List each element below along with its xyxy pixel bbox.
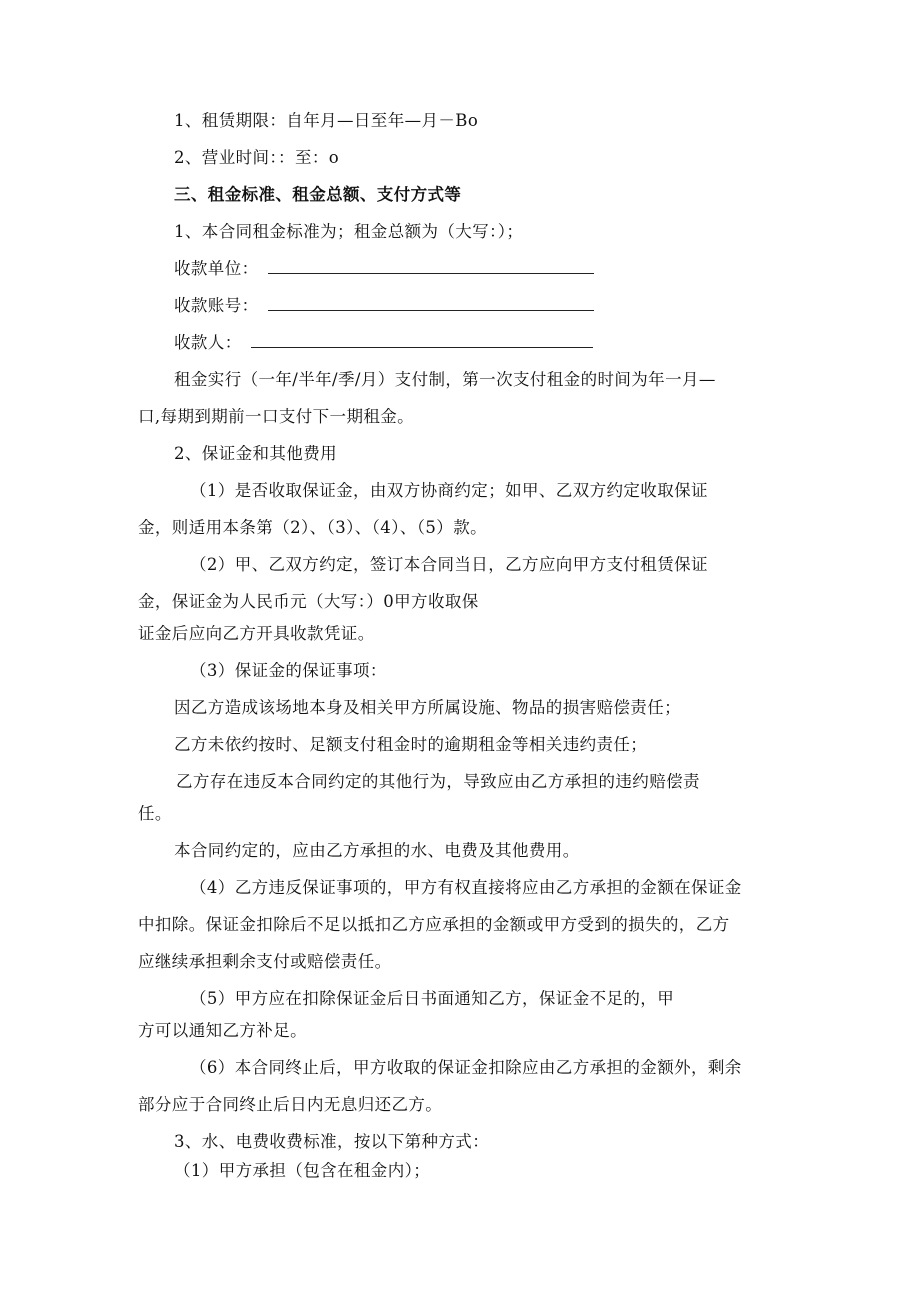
payee-unit-label: 收款单位： <box>174 259 259 278</box>
lease-term-line: 1、租赁期限：自年月—日至年—月－Bo <box>174 111 479 130</box>
payee-label: 收款人： <box>174 333 242 352</box>
payee-account-row <box>174 295 594 317</box>
deposit-clause-2-cont2: 证金后应向乙方开具收款凭证。 <box>138 624 375 643</box>
guarantee-item-1: 因乙方造成该场地本身及相关甲方所属设施、物品的损害赔偿责任； <box>174 698 681 717</box>
deposit-clause-3: （3）保证金的保证事项： <box>190 661 387 680</box>
rent-standard-line: 1、本合同租金标准为；租金总额为（大写：）； <box>174 222 524 241</box>
guarantee-item-3: 乙方存在违反本合同约定的其他行为，导致应由乙方承担的违约赔偿责 <box>176 772 700 791</box>
payee-unit-blank <box>268 261 594 274</box>
payment-system-line-cont: 口,每期到期前一口支付下一期租金。 <box>138 407 415 426</box>
deposit-clause-4-cont2: 应继续承担剩余支付或赔偿责任。 <box>138 952 392 971</box>
deposit-clause-5: （5）甲方应在扣除保证金后日书面通知乙方，保证金不足的，甲 <box>190 989 675 1008</box>
deposit-clause-6-cont: 部分应于合同终止后日内无息归还乙方。 <box>138 1095 443 1114</box>
deposit-clause-1-cont: 金，则适用本条第（2）、（3）、（4）、（5）款。 <box>138 518 487 537</box>
payment-system-line: 租金实行（一年/半年/季/月）支付制，第一次支付租金的时间为年一月— <box>174 370 716 389</box>
deposit-clause-6: （6）本合同终止后，甲方收取的保证金扣除应由乙方承担的金额外，剩余 <box>190 1058 742 1077</box>
deposit-clause-5-cont: 方可以通知乙方补足。 <box>138 1021 307 1040</box>
utility-fee-heading: 3、水、电费收费标准，按以下第种方式： <box>174 1132 490 1151</box>
payee-unit-row <box>174 258 594 280</box>
payee-account-label: 收款账号： <box>174 296 259 315</box>
guarantee-item-3-cont: 任。 <box>138 804 172 823</box>
deposit-clause-2: （2）甲、乙双方约定，签订本合同当日，乙方应向甲方支付租赁保证 <box>190 555 708 574</box>
deposit-heading: 2、保证金和其他费用 <box>174 444 337 463</box>
payee-row <box>174 332 593 354</box>
deposit-clause-4: （4）乙方违反保证事项的，甲方有权直接将应由乙方承担的金额在保证金 <box>190 878 742 897</box>
deposit-clause-4-cont: 中扣除。保证金扣除后不足以抵扣乙方应承担的金额或甲方受到的损失的，乙方 <box>138 915 730 934</box>
guarantee-item-2: 乙方未依约按时、足额支付租金时的逾期租金等相关违约责任； <box>174 735 648 754</box>
payee-account-blank <box>268 298 594 311</box>
utility-option-1: （1）甲方承担（包含在租金内）； <box>174 1161 431 1180</box>
business-hours-line: 2、营业时间：：至：o <box>174 148 340 167</box>
deposit-clause-2-cont: 金，保证金为人民币元（大写：）0甲方收取保 <box>138 592 479 611</box>
guarantee-item-4: 本合同约定的，应由乙方承担的水、电费及其他费用。 <box>174 841 580 860</box>
deposit-clause-1: （1）是否收取保证金，由双方协商约定；如甲、乙双方约定收取保证 <box>190 481 708 500</box>
payee-blank <box>251 335 593 348</box>
section-3-heading: 三、租金标准、租金总额、支付方式等 <box>174 185 462 204</box>
